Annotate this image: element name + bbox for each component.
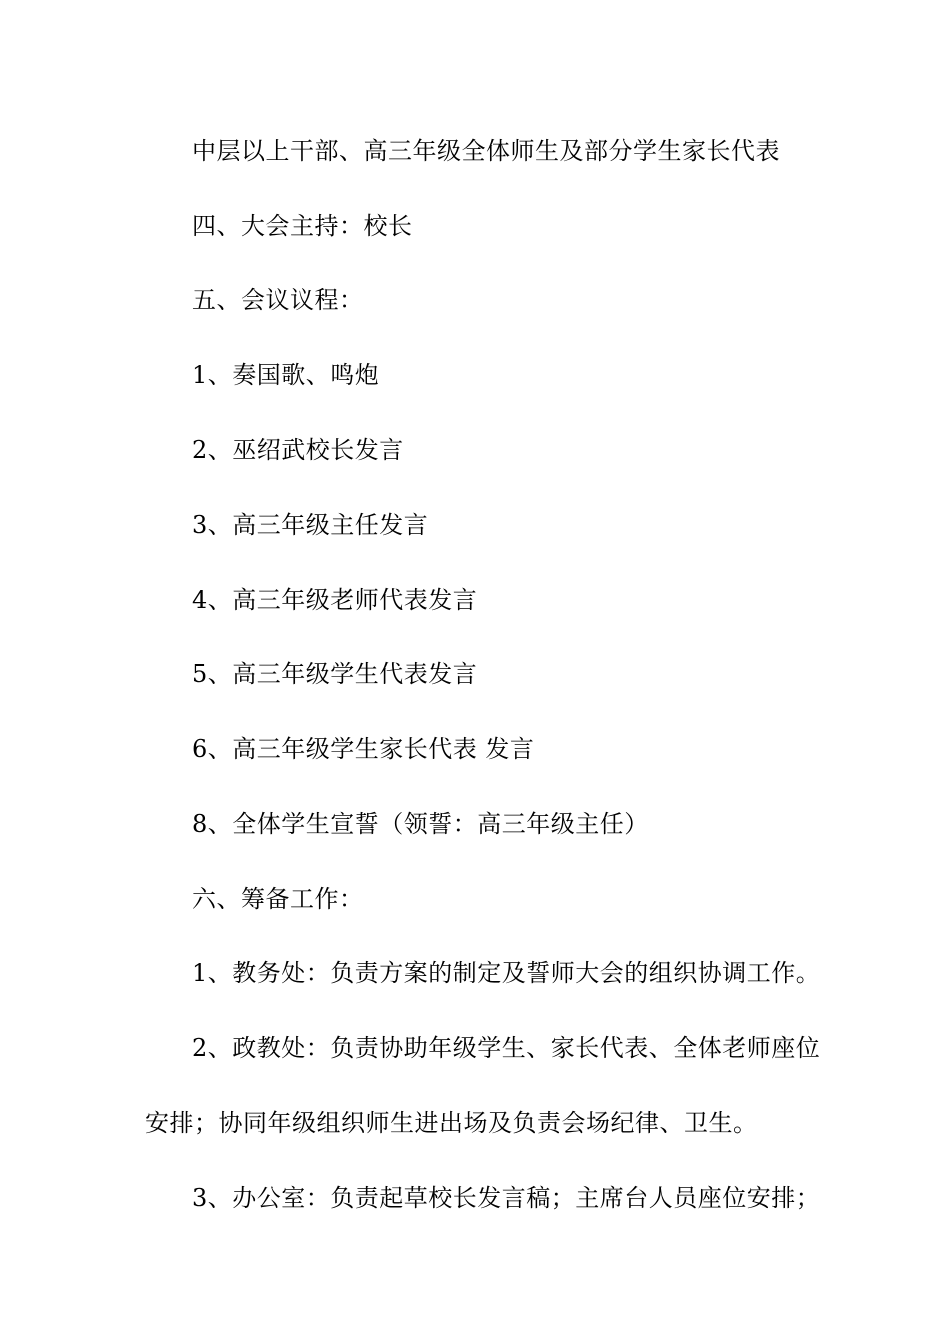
section-host-heading: 四、大会主持：校长 <box>192 212 413 240</box>
agenda-item-3: 3、高三年级主任发言 <box>192 511 429 539</box>
preparation-item-2-continued: 安排；协同年级组织师生进出场及负责会场纪律、卫生。 <box>145 1109 758 1137</box>
section-agenda-heading: 五、会议议程： <box>192 286 364 314</box>
agenda-item-6: 6、高三年级学生家长代表 发言 <box>192 735 535 763</box>
agenda-item-5: 5、高三年级学生代表发言 <box>192 660 478 688</box>
attendees-line: 中层以上干部、高三年级全体师生及部分学生家长代表 <box>192 137 780 165</box>
section-preparation-heading: 六、筹备工作： <box>192 885 364 913</box>
agenda-item-1: 1、奏国歌、鸣炮 <box>192 361 380 389</box>
agenda-item-2: 2、巫绍武校长发言 <box>192 436 404 464</box>
preparation-item-3: 3、办公室：负责起草校长发言稿；主席台人员座位安排； <box>192 1184 821 1212</box>
agenda-item-4: 4、高三年级老师代表发言 <box>192 586 478 614</box>
preparation-item-2: 2、政教处：负责协助年级学生、家长代表、全体老师座位 <box>192 1034 821 1062</box>
agenda-item-8: 8、全体学生宣誓（领誓：高三年级主任） <box>192 810 649 838</box>
preparation-item-1: 1、教务处：负责方案的制定及誓师大会的组织协调工作。 <box>192 959 821 987</box>
